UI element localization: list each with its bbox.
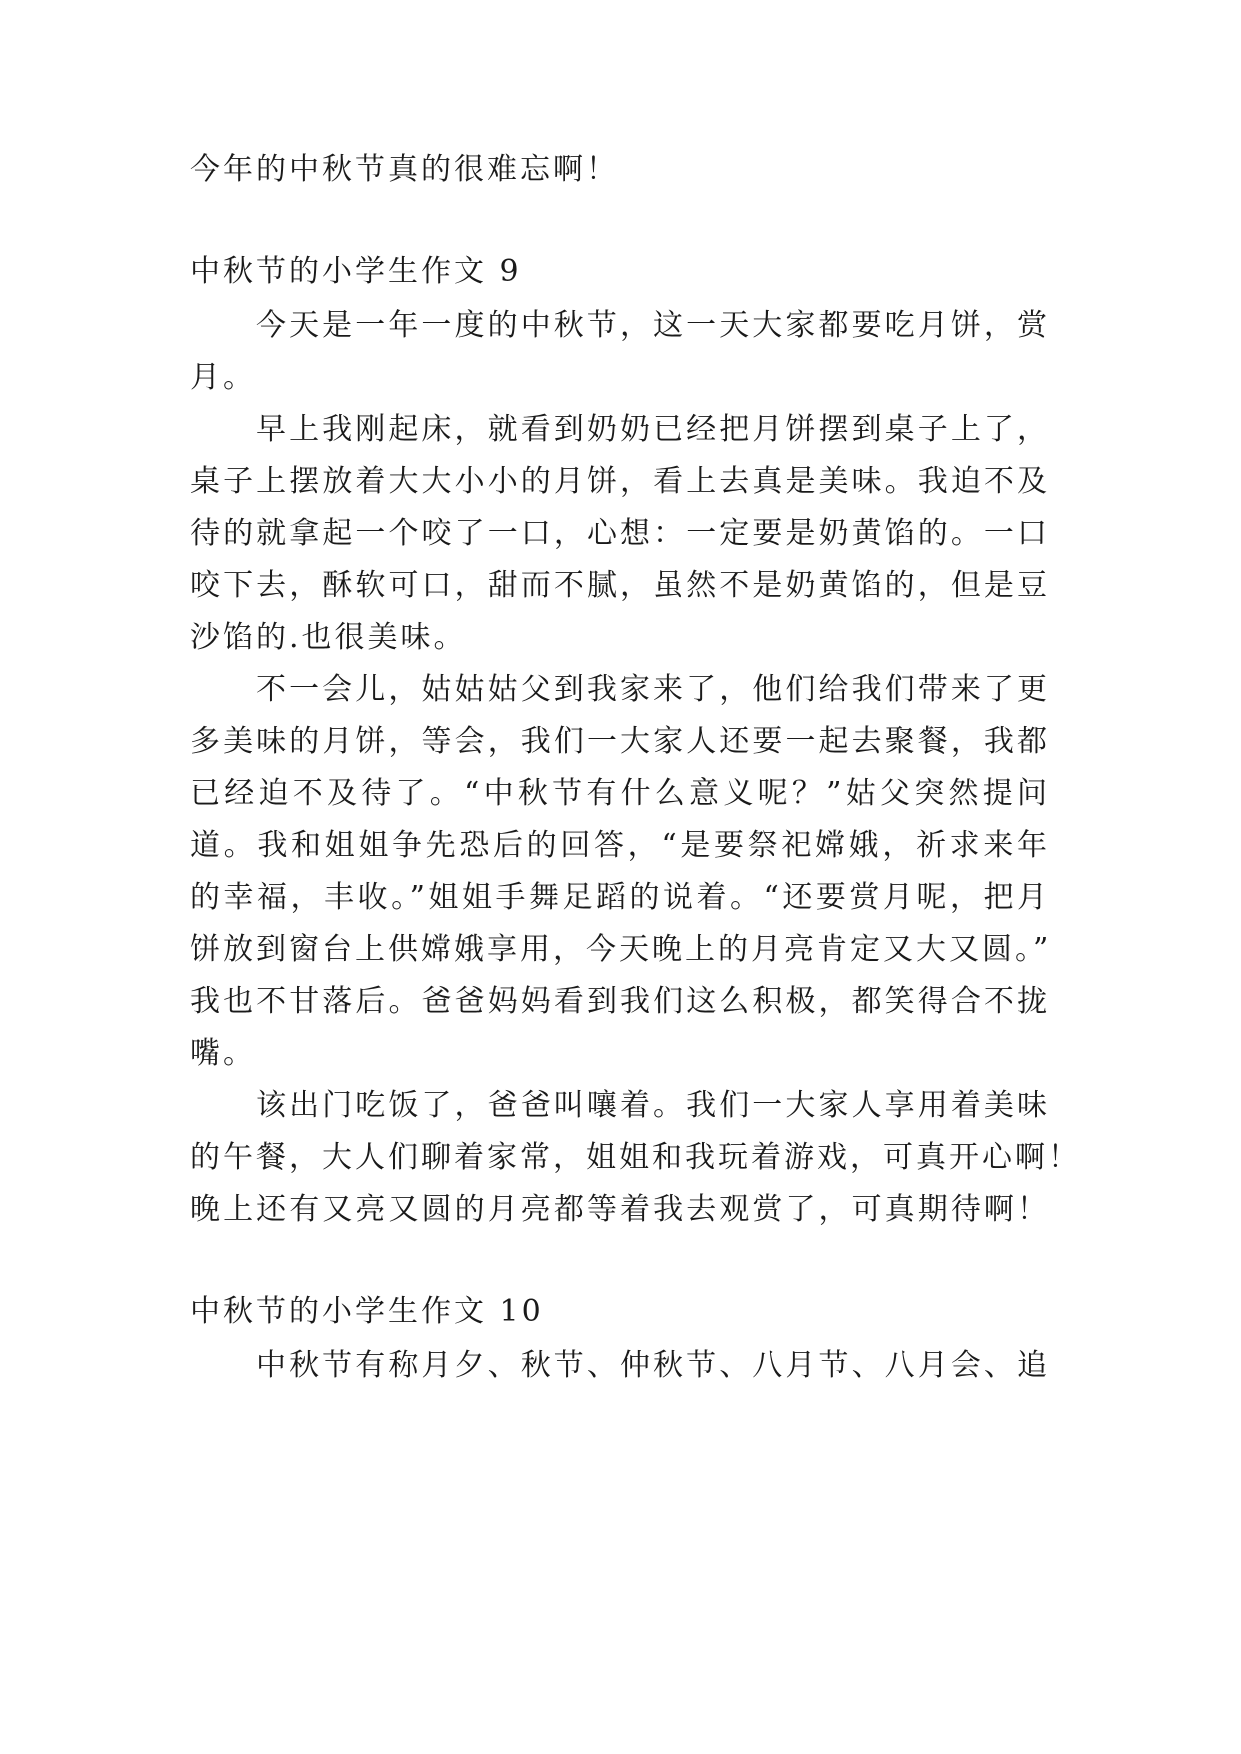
essay-9-line: 咬下去，酥软可口，甜而不腻，虽然不是奶黄馅的，但是豆 xyxy=(190,568,1050,603)
essay-9-line: 饼放到窗台上供嫦娥享用，今天晚上的月亮肯定又大又圆。” xyxy=(190,932,1052,967)
essay-9-line: 沙馅的.也很美味。 xyxy=(190,620,467,655)
essay-9-line: 道。我和姐姐争先恐后的回答，“是要祭祀嫦娥，祈求来年 xyxy=(190,828,1050,863)
essay-9-line: 早上我刚起床，就看到奶奶已经把月饼摆到桌子上了， xyxy=(256,412,1050,447)
essay-9-title: 中秋节的小学生作文 9 xyxy=(190,254,522,289)
essay-9-line: 桌子上摆放着大大小小的月饼，看上去真是美味。我迫不及 xyxy=(190,464,1050,499)
essay-9-line: 不一会儿，姑姑姑父到我家来了，他们给我们带来了更 xyxy=(256,672,1050,707)
essay-9-line: 多美味的月饼，等会，我们一大家人还要一起去聚餐，我都 xyxy=(190,724,1050,759)
essay-9-line: 我也不甘落后。爸爸妈妈看到我们这么积极，都笑得合不拢 xyxy=(190,984,1050,1019)
essay-9-line: 嘴。 xyxy=(190,1036,256,1071)
essay-10-title: 中秋节的小学生作文 10 xyxy=(190,1294,544,1329)
essay-9-line: 今天是一年一度的中秋节，这一天大家都要吃月饼，赏 xyxy=(256,308,1050,343)
essay-9-line: 月。 xyxy=(190,360,256,395)
intro-closing-line: 今年的中秋节真的很难忘啊！ xyxy=(190,152,619,187)
essay-9-line: 已经迫不及待了。“中秋节有什么意义呢？”姑父突然提问 xyxy=(190,776,1050,811)
essay-9-line: 该出门吃饭了，爸爸叫嚷着。我们一大家人享用着美味 xyxy=(256,1088,1050,1123)
essay-9-line: 的幸福，丰收。”姐姐手舞足蹈的说着。“还要赏月呢，把月 xyxy=(190,880,1050,915)
essay-9-line: 的午餐，大人们聊着家常，姐姐和我玩着游戏，可真开心啊！ xyxy=(190,1140,1081,1175)
essay-9-line: 晚上还有又亮又圆的月亮都等着我去观赏了，可真期待啊！ xyxy=(190,1192,1050,1227)
essay-10-line: 中秋节有称月夕、秋节、仲秋节、八月节、八月会、追 xyxy=(256,1348,1050,1383)
essay-9-line: 待的就拿起一个咬了一口，心想：一定要是奶黄馅的。一口 xyxy=(190,516,1050,551)
